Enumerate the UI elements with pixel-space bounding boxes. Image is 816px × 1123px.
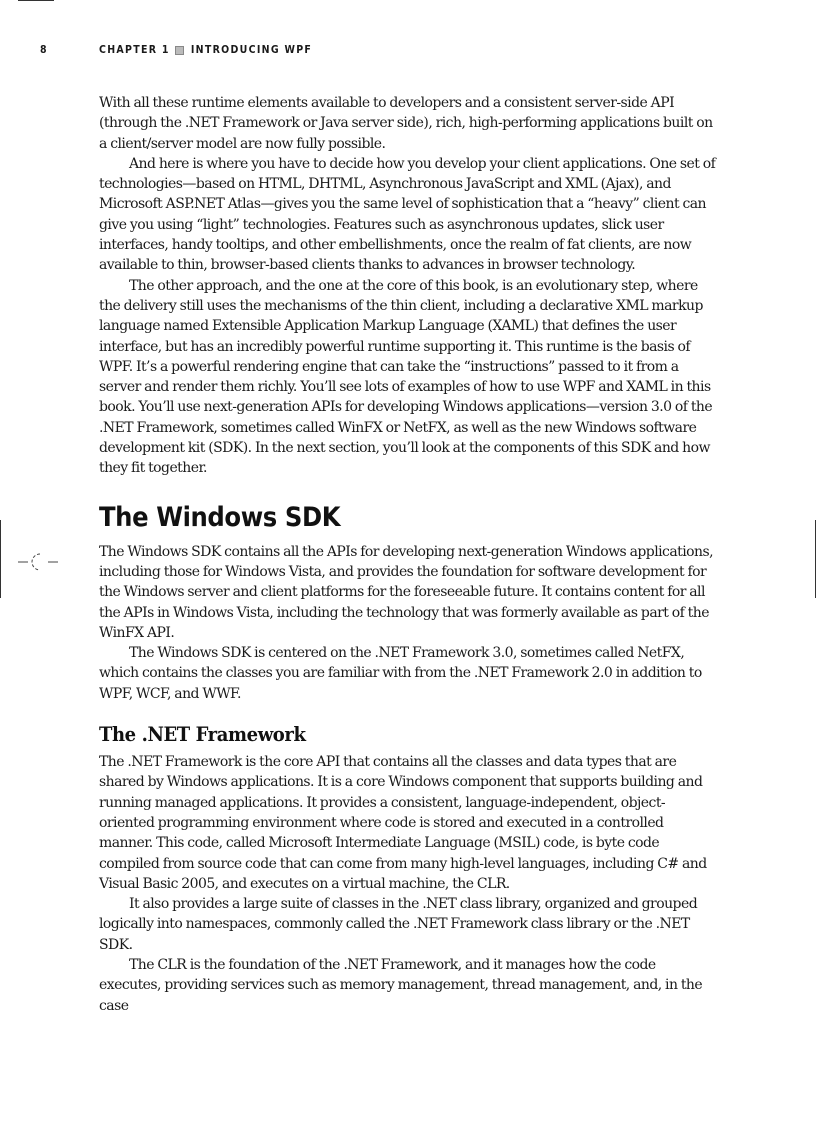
intro-paragraph-1: With all these runtime elements available to developers and a consistent server-side API (through the .NET Framework or Java server side), rich, high-performing applications built on a client/server model are now fully possible. (99, 95, 713, 152)
framework-paragraph-3: The CLR is the foundation of the .NET Framework, and it manages how the code executes, providing services such as memory management, thread management, and, in the case (99, 956, 703, 1014)
subsection-title-net-framework: The .NET Framework (99, 722, 306, 747)
chapter-title: INTRODUCING WPF (190, 44, 313, 56)
sdk-paragraph-2: The Windows SDK is centered on the .NET Framework 3.0, sometimes called NetFX, which contains the classes you are familiar with from the .NET Framework 2.0 in addition to WPF, WCF, and WWF. (99, 645, 702, 702)
intro-paragraph-3: The other approach, and the one at the core of this book, is an evolutionary step, where the delivery still uses the mechanisms of the thin client, including a declarative XML markup language named Extensible Application Markup Language (XAML) that defines the user interface, but has an incredibly powerful runtime supporting it. This runtime is the basis of WPF. It’s a powerful rendering engine that can take the “instructions” passed to it from a server and render them richly. You’ll see lots of examples of how to use WPF and XAML in this book. You’ll use next-generation APIs for developing Windows applications—version 3.0 of the .NET Framework, sometimes called WinFX or NetFX, as well as the new Windows software development kit (SDK). In the next section, you’ll look at the components of this SDK and how they fit together. (99, 277, 713, 477)
framework-paragraph-1: The .NET Framework is the core API that contains all the classes and data types that are shared by Windows applications. It is a core Windows component that supports building and running managed applications. It provides a consistent, language-independent, object-oriented programming environment where code is stored and executed in a controlled manner. This code, called Microsoft Intermediate Language (MSIL) code, is byte code compiled from source code that can come from many high-level languages, including C# and Visual Basic 2005, and executes on a virtual machine, the CLR. (99, 754, 707, 892)
chapter-label: CHAPTER 1 (99, 44, 170, 56)
margin-rule-left (0, 520, 1, 598)
page-body (99, 93, 717, 1016)
separator-square-icon (175, 46, 184, 55)
sdk-paragraph-1: The Windows SDK contains all the APIs for developing next-generation Windows applications, including those for Windows Vista, and provides the foundation for software development for the Windows server and client platforms for the foreseeable future. It contains content for all the APIs in Windows Vista, including the technology that was formerly available as part of the WinFX API. (99, 543, 714, 641)
page-number: 8 (40, 44, 48, 56)
chapter-heading (99, 44, 312, 56)
intro-paragraph-2: And here is where you have to decide how you develop your client applications. One set of technologies—based on HTML, DHTML, Asynchronous JavaScript and XML (Ajax), and Microsoft ASP.NET Atlas—gives you the same level of sophistication that a “heavy” client can give you using “light” technologies. Features such as asynchronous updates, slick user interfaces, handy tooltips, and other embellishments, once the realm of fat clients, are now available to thin, browser-based clients thanks to advances in browser technology. (99, 155, 716, 274)
crop-mark-top (18, 0, 54, 1)
section-title-windows-sdk: The Windows SDK (99, 501, 341, 533)
registration-mark-icon (18, 548, 58, 576)
framework-paragraph-2: It also provides a large suite of classes in the .NET class library, organized and grouped logically into namespaces, commonly called the .NET Framework class library or the .NET SDK. (99, 896, 698, 953)
